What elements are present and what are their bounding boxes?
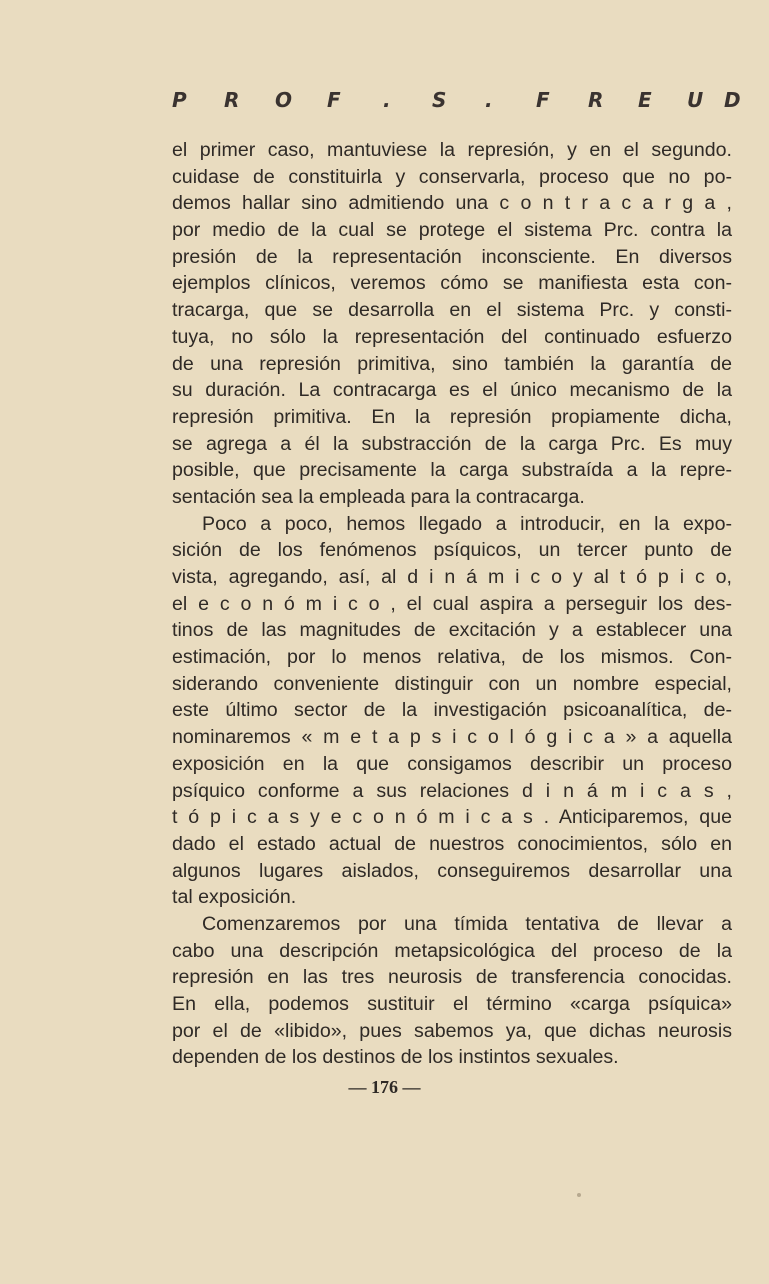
text-line: cuidase de constituirla y conservarla, proceso que no po- bbox=[172, 165, 732, 188]
text-line: exposición en la que consigamos describir un proceso bbox=[172, 752, 732, 775]
text-line: demos hallar sino admitiendo una c o n t r a c a r g a , bbox=[172, 192, 732, 215]
header-letter: S bbox=[432, 88, 447, 112]
text-line: siderando conveniente distinguir con un nombre especial, bbox=[172, 672, 732, 695]
header-letter: . bbox=[485, 88, 493, 112]
text-line: dependen de los destinos de los instintos sexuales. bbox=[172, 1046, 619, 1069]
text-line: tal exposición. bbox=[172, 886, 297, 909]
text-line: por medio de la cual se protege el sistema Prc. contra la bbox=[172, 219, 732, 242]
text-line: sentación sea la empleada para la contracarga. bbox=[172, 485, 585, 508]
body-text bbox=[172, 137, 732, 1071]
header-letter: . bbox=[383, 88, 391, 112]
header-letter: E bbox=[638, 88, 652, 112]
text-line: vista, agregando, así, al d i n á m i c o y al t ó p i c o, bbox=[172, 566, 732, 588]
paper-speck bbox=[577, 1193, 581, 1197]
header-letter: O bbox=[275, 88, 293, 112]
text-line: En ella, podemos sustituir el término «carga psíquica» bbox=[172, 993, 732, 1015]
text-line: este último sector de la investigación psicoanalítica, de- bbox=[172, 699, 732, 722]
text-line: ejemplos clínicos, veremos cómo se manifiesta esta con- bbox=[172, 272, 732, 295]
text-line: Poco a poco, hemos llegado a introducir, en la expo- bbox=[202, 512, 732, 535]
text-line: su duración. La contracarga es el único mecanismo de la bbox=[172, 379, 732, 402]
text-line: tinos de las magnitudes de excitación y a establecer una bbox=[172, 619, 732, 642]
header-letter: U bbox=[687, 88, 704, 112]
text-line: cabo una descripción metapsicológica del proceso de la bbox=[172, 939, 732, 962]
header-letter: R bbox=[224, 88, 240, 112]
header-letter: R bbox=[588, 88, 604, 112]
text-line: por el de «libido», pues sabemos ya, que dichas neurosis bbox=[172, 1019, 732, 1042]
text-line: sición de los fenómenos psíquicos, un tercer punto de bbox=[172, 539, 732, 562]
text-line: presión de la representación inconsciente. En diversos bbox=[172, 245, 732, 268]
text-line: algunos lugares aislados, conseguiremos desarrollar una bbox=[172, 859, 732, 882]
page-number: — 176 — bbox=[348, 1077, 421, 1097]
text-line: de una represión primitiva, sino también la garantía de bbox=[172, 352, 732, 375]
text-line: dado el estado actual de nuestros conocimientos, sólo en bbox=[172, 832, 732, 855]
text-line: Comenzaremos por una tímida tentativa de llevar a bbox=[202, 912, 732, 935]
text-line: t ó p i c a s y e c o n ó m i c a s . Anticiparemos, que bbox=[172, 806, 732, 829]
text-line: el primer caso, mantuviese la represión, y en el segundo. bbox=[172, 139, 732, 161]
text-line: psíquico conforme a sus relaciones d i n á m i c a s , bbox=[172, 779, 732, 802]
header-letter: D bbox=[724, 88, 741, 112]
header-letter: F bbox=[327, 88, 341, 112]
text-line: posible, que precisamente la carga substraída a la repre- bbox=[172, 459, 732, 482]
text-line: el e c o n ó m i c o , el cual aspira a perseguir los des- bbox=[172, 592, 732, 615]
running-header bbox=[172, 88, 740, 120]
header-letter: P bbox=[172, 88, 187, 112]
text-line: represión primitiva. En la represión propiamente dicha, bbox=[172, 405, 732, 428]
text-line: represión en las tres neurosis de transferencia conocidas. bbox=[172, 966, 732, 989]
text-line: estimación, por lo menos relativa, de los mismos. Con- bbox=[172, 646, 732, 669]
text-line: se agrega a él la substracción de la carga Prc. Es muy bbox=[172, 432, 732, 455]
text-line: tuya, no sólo la representación del continuado esfuerzo bbox=[172, 325, 732, 348]
text-line: nominaremos « m e t a p s i c o l ó g i c a » a aquella bbox=[172, 726, 732, 749]
text-line: tracarga, que se desarrolla en el sistema Prc. y consti- bbox=[172, 299, 732, 322]
header-letter: F bbox=[536, 88, 550, 112]
